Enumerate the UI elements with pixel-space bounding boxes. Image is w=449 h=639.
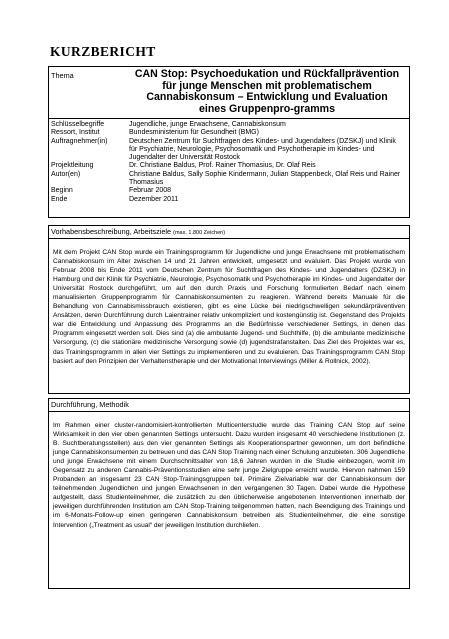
meta-value: Deutschen Zentrum für Suchtfragen des Kindes- und Jugendalters (DZSKJ) und Klinik für Psychiatrie, Neurologie, Psychosomatik und Psychotherapie im Kindes- und Jugendalter der Universität Rostock (129, 137, 396, 162)
end-row (49, 196, 409, 204)
contractor-row (49, 138, 409, 163)
meta-label: Autor(en) (51, 170, 81, 178)
meta-label: Projektleitung (51, 162, 94, 170)
project-description-section (48, 225, 410, 394)
start-row (49, 187, 409, 195)
meta-label: Schlüsselbegriffe (51, 121, 105, 128)
meta-value: Dr. Christiane Baldus, Prof. Rainer Thomasius, Dr. Olaf Reis (129, 162, 316, 170)
meta-value: Christiane Baldus, Sally Sophie Kindermann, Julian Stappenbeck, Olaf Reis und Rainer Thomasius (129, 170, 401, 187)
section-text: Im Rahmen einer cluster-randomisiert-kontrollierten Multicenterstudie wurde das Training CAN Stop auf seine Wirksamkeit in den vier oben genannten Settings untersucht. Dazu wurden insgesamt 40 verschiedene Institutionen (z. B. Suchtberatungsstellen) aus den vier genannten Settings als Kooperationspartner gewonnen, um dort befindliche junge Cannabiskonsumenten zu betreuen und das CAN Stop Training nach einer Schulung anzubieten. 306 Jugendliche und junge Erwachsene mit einem Durchschnittsalter von 18,6 Jahren wurden in die Studie einbezogen, womit im Gegensatz zu anderen Cannabis-Präventionsstudien eine sehr junge Zielgruppe erreicht wurde. Hiervon nahmen 159 Probanden an insgesamt 23 CAN Stop-Trainingsgruppen teil. Primäre Zielvariable war der Cannabiskonsum der teilnehmenden Jugendlichen und jungen Erwachsenen in den vergangenen 30 Tagen. Dabei wurde die Hypothese aufgestellt, dass Studienteilnehmer, die zusätzlich zu den üblicherweise angebotenen Interventionen innerhalb der jeweiligen durchführenden Institution am CAN Stop-Training teilgenommen hatten, nach Beendigung des Trainings und im 6-Monats-Follow-up einen geringeren Cannabiskonsum betreiben als Studienteilnehmer, die eine sonstige Intervention („Treatment as usual“ der jeweiligen Institution durchliefen. (53, 422, 405, 529)
keywords-row (49, 121, 409, 129)
section-heading (49, 399, 409, 412)
report-heading: KURZBERICHT (50, 44, 156, 59)
meta-label: Ressort, Institut (51, 129, 100, 137)
section-title: Durchführung, Methodik (51, 400, 129, 409)
thema-label: Thema (51, 71, 74, 80)
methodology-section (48, 398, 410, 589)
meta-value: Februar 2008 (129, 187, 172, 195)
project-lead-row (49, 162, 409, 170)
ministry-row (49, 129, 409, 137)
section-text: Mit dem Projekt CAN Stop wurde ein Trainingsprogramm für Jugendliche und junge Erwachsene mit problematischem Cannabiskonsum im Alter zwischen 14 und 21 Jahren entwickelt, umgesetzt und evaluiert. Das Projekt wurde von Februar 2008 bis Ende 2011 vom Deutschen Zentrum für Suchtfragen des Kindes- und Jugendalters (DZSKJ) in Hamburg und der Klinik für Psychiatrie, Neurologie, Psychosomatik und Psychotherapie im Kindes- und Jugendalter der Universität Rostock durchgeführt, um auf den durch Praxis und Forschung formulierten Bedarf nach einem manualisierten Gruppenprogramm für Cannabiskonsumenten zu reagieren. Während bereits Manuale für die Behandlung von Cannabismissbrauch existieren, gibt es eine Lücke bei niedrigschwelligen sekundärpräventiven Ansätzen, deren Durchführung durch Laientrainer relativ unkompliziert und kostengünstig ist. Gegenstand des Projekts war die Entwicklung und Anpassung des Programms an die Bedürfnisse verschiedener Settings, in denen das Programm eingesetzt werden soll. Dies sind (a) die ambulante Jugend- und Suchthilfe, (b) die ambulante medizinische Versorgung, (c) die stationäre medizinische Versorgung sowie (d) jugendstrafanstalten. Das Ziel des Projektes war es, das Trainingsprogramm in allen vier Settings zu implementieren und zu evaluieren. Das Trainingsprogramm CAN Stop basiert auf den Prinzipien der Verhaltenstherapie und der Motivational Interviewings (Miller & Rollnick, 2002). (53, 249, 405, 365)
authors-row (49, 171, 409, 188)
project-info-table (48, 66, 410, 218)
project-title: CAN Stop: Psychoedukation und Rückfallprävention für junge Menschen mit problematischem Cannabiskonsum – Entwicklung und Evaluation eines Gruppenpro-gramms (134, 68, 400, 115)
meta-label: Ende (51, 195, 68, 203)
meta-label: Auftragnehmer(in) (51, 137, 108, 145)
character-limit-note: (max. 1.800 Zeichen) (173, 230, 226, 236)
meta-value: Dezember 2011 (129, 195, 179, 203)
meta-value: Jugendliche, junge Erwachsene, Cannabiskonsum (129, 121, 286, 128)
meta-value: Bundesministerium für Gesundheit (BMG) (129, 129, 259, 137)
meta-label: Beginn (51, 187, 73, 195)
section-title: Vorhabensbeschreibung, Arbeitsziele (51, 227, 174, 236)
project-metadata (49, 119, 409, 204)
section-heading (49, 226, 409, 239)
thema-row (49, 67, 409, 119)
